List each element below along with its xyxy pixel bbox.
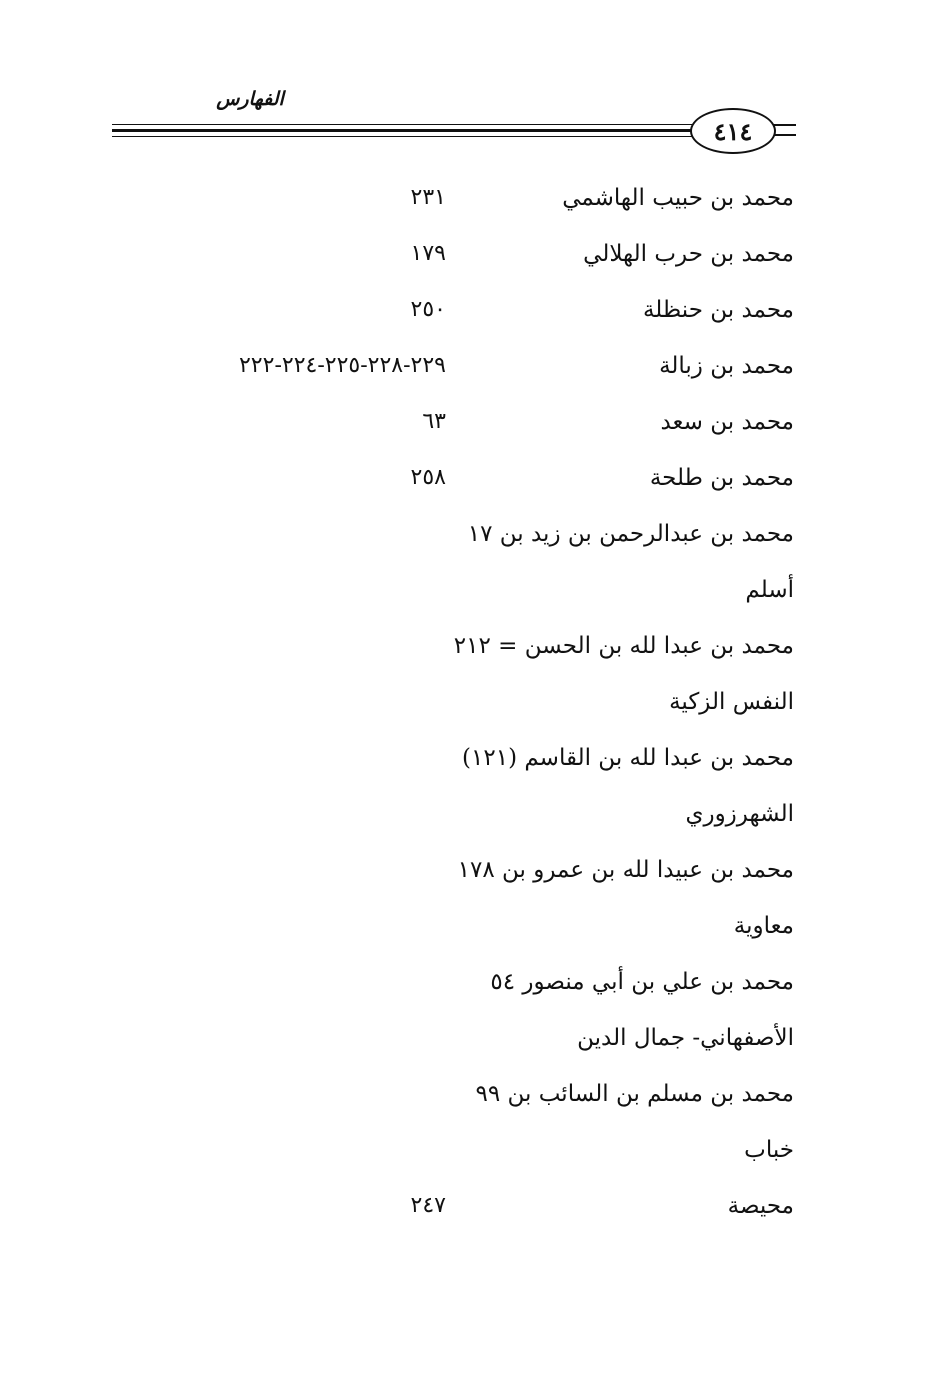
entry-pages: ٢٥٨	[410, 465, 446, 490]
entry-name: خباب	[744, 1137, 794, 1163]
entry-name: معاوية	[733, 913, 794, 939]
entry-name: محمد بن علي بن أبي منصور ٥٤	[490, 969, 794, 995]
header-rule-bottom	[112, 136, 692, 137]
running-title: الفهارس	[216, 88, 284, 110]
entry-name: محمد بن عبدا لله بن القاسم (١٢١)	[462, 745, 794, 771]
entry-pages: ٢٥٠	[410, 297, 446, 322]
index-entry	[0, 344, 944, 388]
index-entry-continuation	[0, 792, 944, 836]
index-entry	[0, 512, 944, 556]
index-entry-continuation	[0, 1128, 944, 1172]
entry-name: محمد بن عبيدا لله بن عمرو بن ١٧٨	[457, 857, 794, 883]
entry-name: محمد بن طلحة	[649, 465, 794, 491]
entry-name: محمد بن عبدالرحمن بن زيد بن ١٧	[467, 521, 794, 547]
entry-name: الشهرزوري	[685, 801, 794, 827]
index-entry	[0, 288, 944, 332]
entry-pages: ٦٣	[422, 409, 446, 434]
entry-pages: ١٧٩	[410, 241, 446, 266]
entry-name: محمد بن حبيب الهاشمي	[562, 185, 794, 211]
index-entry	[0, 1072, 944, 1116]
header-rule-right-bottom	[772, 134, 796, 136]
entry-name: محيصة	[727, 1193, 794, 1219]
index-entry	[0, 232, 944, 276]
index-entry	[0, 456, 944, 500]
index-entry	[0, 848, 944, 892]
index-entry	[0, 1184, 944, 1228]
index-entry-continuation	[0, 568, 944, 612]
entry-name: محمد بن حنظلة	[642, 297, 794, 323]
entry-name: محمد بن سعد	[660, 409, 794, 435]
index-entry	[0, 736, 944, 780]
index-entry-continuation	[0, 904, 944, 948]
entry-pages: ٢٢٩-٢٢٨-٢٢٥-٢٢٤-٢٢٢	[238, 353, 446, 378]
index-entry-continuation	[0, 1016, 944, 1060]
index-entry	[0, 960, 944, 1004]
header-rule-right-top	[772, 124, 796, 126]
entry-name: محمد بن عبدا لله بن الحسن = ٢١٢	[453, 633, 794, 659]
entry-name: محمد بن حرب الهلالي	[583, 241, 794, 267]
header-rule-thick	[112, 129, 692, 132]
index-entry-continuation	[0, 680, 944, 724]
index-entry	[0, 400, 944, 444]
entry-name: محمد بن مسلم بن السائب بن ٩٩	[475, 1081, 794, 1107]
entry-pages: ٢٣١	[410, 185, 446, 210]
entry-name: أسلم	[745, 577, 794, 603]
page-number: ٤١٤	[690, 108, 776, 154]
index-entry	[0, 176, 944, 220]
entry-name: محمد بن زبالة	[659, 353, 794, 379]
entry-pages: ٢٤٧	[410, 1193, 446, 1218]
entry-name: الأصفهاني- جمال الدين	[577, 1025, 794, 1051]
header-rule-top	[112, 124, 692, 125]
index-entry	[0, 624, 944, 668]
entry-name: النفس الزكية	[669, 689, 794, 715]
